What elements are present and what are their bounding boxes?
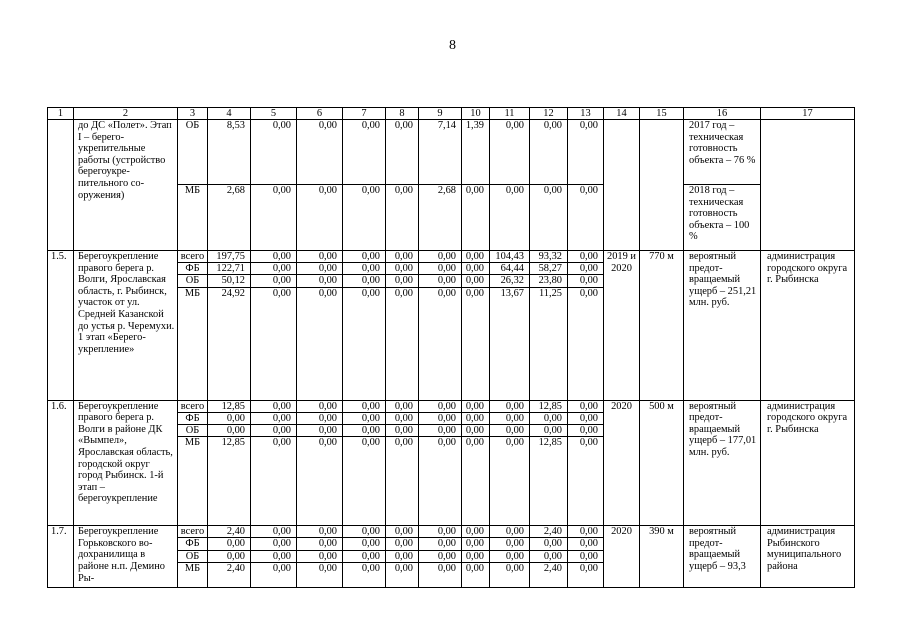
value-cell: 0,00: [419, 251, 462, 263]
responsible-cell: администрация Рыбинского муниципального района: [761, 526, 855, 588]
value-cell: 0,00: [568, 263, 604, 275]
years-cell: 2019 и 2020: [604, 251, 640, 401]
value-cell: 0,00: [343, 263, 386, 275]
value-cell: 0,00: [251, 400, 297, 412]
value-cell: 0,00: [297, 550, 343, 562]
value-cell: 0,00: [386, 526, 419, 538]
value-cell: 1,39: [462, 120, 490, 185]
value-cell: 0,00: [251, 185, 297, 251]
value-cell: 0,00: [386, 412, 419, 424]
value-cell: 0,00: [297, 120, 343, 185]
value-cell: 0,00: [297, 562, 343, 587]
value-cell: 0,00: [419, 526, 462, 538]
value-cell: 0,00: [419, 287, 462, 400]
column-header: 13: [568, 108, 604, 120]
value-cell: 0,00: [251, 538, 297, 550]
value-cell: 0,00: [297, 251, 343, 263]
note-cell: 2017 год – техническая готовность объекта – 76 %: [684, 120, 761, 185]
funding-source-cell: МБ: [178, 185, 208, 251]
length-cell: [640, 120, 684, 251]
column-header: 17: [761, 108, 855, 120]
value-cell: 0,00: [490, 437, 530, 526]
value-cell: 0,00: [462, 185, 490, 251]
value-cell: 0,00: [386, 550, 419, 562]
value-cell: 0,00: [490, 400, 530, 412]
column-header: 6: [297, 108, 343, 120]
column-header: 5: [251, 108, 297, 120]
value-cell: 0,00: [251, 550, 297, 562]
value-cell: 0,00: [462, 425, 490, 437]
value-cell: 0,00: [462, 275, 490, 287]
value-cell: 0,00: [490, 550, 530, 562]
value-cell: 197,75: [208, 251, 251, 263]
column-header: 2: [74, 108, 178, 120]
value-cell: 0,00: [343, 425, 386, 437]
column-header: 11: [490, 108, 530, 120]
funding-source-cell: всего: [178, 526, 208, 538]
value-cell: 0,00: [462, 538, 490, 550]
value-cell: 2,40: [208, 526, 251, 538]
funding-source-cell: МБ: [178, 437, 208, 526]
value-cell: 0,00: [419, 263, 462, 275]
value-cell: 0,00: [386, 263, 419, 275]
page-number: 8: [449, 38, 456, 53]
value-cell: 0,00: [568, 526, 604, 538]
value-cell: 0,00: [386, 400, 419, 412]
value-cell: 0,00: [462, 412, 490, 424]
value-cell: 0,00: [386, 251, 419, 263]
value-cell: 0,00: [419, 425, 462, 437]
value-cell: 122,71: [208, 263, 251, 275]
value-cell: 93,32: [530, 251, 568, 263]
value-cell: 0,00: [297, 437, 343, 526]
value-cell: 0,00: [490, 526, 530, 538]
value-cell: 12,85: [208, 437, 251, 526]
column-number-row: [48, 108, 855, 120]
value-cell: 0,00: [530, 425, 568, 437]
value-cell: 2,40: [208, 562, 251, 587]
value-cell: 0,00: [343, 538, 386, 550]
value-cell: 0,00: [568, 185, 604, 251]
responsible-cell: администрация городского округа г. Рыбинска: [761, 400, 855, 526]
table-row: [48, 251, 855, 263]
value-cell: 0,00: [251, 263, 297, 275]
value-cell: 0,00: [568, 550, 604, 562]
value-cell: 104,43: [490, 251, 530, 263]
value-cell: 0,00: [490, 185, 530, 251]
note-cell: 2018 год – техническая готовность объекта – 100 %: [684, 185, 761, 251]
value-cell: 0,00: [343, 185, 386, 251]
value-cell: 0,00: [208, 538, 251, 550]
value-cell: 0,00: [251, 562, 297, 587]
value-cell: 0,00: [490, 412, 530, 424]
row-number-cell: 1.5.: [48, 251, 74, 401]
value-cell: 7,14: [419, 120, 462, 185]
responsible-cell: администрация городского округа г. Рыбинска: [761, 251, 855, 401]
value-cell: 0,00: [462, 526, 490, 538]
value-cell: 0,00: [251, 120, 297, 185]
value-cell: 0,00: [386, 425, 419, 437]
program-table: [47, 107, 855, 588]
value-cell: 58,27: [530, 263, 568, 275]
value-cell: 0,00: [462, 251, 490, 263]
value-cell: 0,00: [462, 550, 490, 562]
value-cell: 0,00: [297, 275, 343, 287]
funding-source-cell: ОБ: [178, 550, 208, 562]
value-cell: 0,00: [490, 538, 530, 550]
column-header: 14: [604, 108, 640, 120]
note-cell: вероятный предотвращаемый ущерб – 251,21 млн. руб.: [684, 251, 761, 401]
value-cell: 0,00: [297, 287, 343, 400]
value-cell: 50,12: [208, 275, 251, 287]
years-cell: [604, 120, 640, 251]
column-header: 10: [462, 108, 490, 120]
funding-source-cell: ФБ: [178, 538, 208, 550]
value-cell: 0,00: [386, 287, 419, 400]
column-header: 15: [640, 108, 684, 120]
value-cell: 0,00: [386, 185, 419, 251]
value-cell: 0,00: [343, 550, 386, 562]
value-cell: 0,00: [419, 437, 462, 526]
value-cell: 0,00: [568, 412, 604, 424]
value-cell: 0,00: [568, 400, 604, 412]
funding-source-cell: МБ: [178, 562, 208, 587]
value-cell: 0,00: [251, 275, 297, 287]
value-cell: 0,00: [530, 185, 568, 251]
measure-name-cell: Берегоукрепление правого берега р. Волги в районе ДК «Вымпел», Ярославская область, городской округ город Рыбинск. 1-й этап – берегоукрепление: [74, 400, 178, 526]
length-cell: 770 м: [640, 251, 684, 401]
value-cell: 0,00: [490, 425, 530, 437]
value-cell: 12,85: [530, 400, 568, 412]
value-cell: 0,00: [343, 251, 386, 263]
value-cell: 0,00: [386, 538, 419, 550]
value-cell: 0,00: [386, 275, 419, 287]
value-cell: 0,00: [343, 526, 386, 538]
value-cell: 0,00: [568, 437, 604, 526]
value-cell: 0,00: [343, 120, 386, 185]
value-cell: 0,00: [386, 437, 419, 526]
value-cell: 0,00: [462, 562, 490, 587]
value-cell: 2,40: [530, 562, 568, 587]
value-cell: 0,00: [208, 425, 251, 437]
value-cell: 0,00: [419, 550, 462, 562]
value-cell: 0,00: [568, 287, 604, 400]
value-cell: 0,00: [251, 412, 297, 424]
column-header: 16: [684, 108, 761, 120]
value-cell: 0,00: [251, 287, 297, 400]
column-header: 7: [343, 108, 386, 120]
note-cell: вероятный предотвращаемый ущерб – 177,01 млн. руб.: [684, 400, 761, 526]
value-cell: 0,00: [462, 400, 490, 412]
value-cell: 0,00: [297, 526, 343, 538]
funding-source-cell: ОБ: [178, 425, 208, 437]
value-cell: 0,00: [297, 400, 343, 412]
table-row: [48, 120, 855, 185]
value-cell: 0,00: [386, 120, 419, 185]
value-cell: 0,00: [530, 550, 568, 562]
value-cell: 0,00: [343, 412, 386, 424]
column-header: 12: [530, 108, 568, 120]
value-cell: 0,00: [530, 538, 568, 550]
value-cell: 2,40: [530, 526, 568, 538]
funding-source-cell: МБ: [178, 287, 208, 400]
value-cell: 23,80: [530, 275, 568, 287]
measure-name-cell: Берегоукрепление Горьковского водохранилища в районе н.п. Демино Ры-: [74, 526, 178, 588]
value-cell: 0,00: [419, 412, 462, 424]
note-cell: вероятный предотвращаемый ущерб – 93,3: [684, 526, 761, 588]
value-cell: 12,85: [208, 400, 251, 412]
value-cell: 0,00: [568, 562, 604, 587]
value-cell: 0,00: [568, 251, 604, 263]
value-cell: 0,00: [297, 263, 343, 275]
funding-source-cell: всего: [178, 251, 208, 263]
value-cell: 0,00: [419, 538, 462, 550]
value-cell: 0,00: [343, 287, 386, 400]
table-row: [48, 400, 855, 412]
measure-name-cell: Берегоукрепление правого берега р. Волги, Ярославская область, г. Рыбинск, участок от ул. Средней Казанской до устья р. Черемухи. 1 этап «Берегоукрепление»: [74, 251, 178, 401]
years-cell: 2020: [604, 400, 640, 526]
value-cell: 0,00: [343, 437, 386, 526]
column-header: 3: [178, 108, 208, 120]
funding-source-cell: ФБ: [178, 263, 208, 275]
measure-name-cell: до ДС «Полет». Этап I – берегоукрепительные работы (устройство берегоукрепительного сооружения): [74, 120, 178, 251]
value-cell: 0,00: [462, 437, 490, 526]
responsible-cell: [761, 120, 855, 251]
value-cell: 0,00: [297, 425, 343, 437]
value-cell: 8,53: [208, 120, 251, 185]
value-cell: 2,68: [419, 185, 462, 251]
value-cell: 24,92: [208, 287, 251, 400]
value-cell: 0,00: [297, 185, 343, 251]
value-cell: 0,00: [530, 412, 568, 424]
value-cell: 0,00: [343, 400, 386, 412]
length-cell: 390 м: [640, 526, 684, 588]
value-cell: 0,00: [386, 562, 419, 587]
value-cell: 0,00: [490, 120, 530, 185]
years-cell: 2020: [604, 526, 640, 588]
funding-source-cell: всего: [178, 400, 208, 412]
value-cell: 0,00: [568, 120, 604, 185]
value-cell: 0,00: [208, 412, 251, 424]
value-cell: 0,00: [568, 275, 604, 287]
value-cell: 0,00: [251, 251, 297, 263]
value-cell: 2,68: [208, 185, 251, 251]
value-cell: 0,00: [462, 263, 490, 275]
value-cell: 0,00: [419, 400, 462, 412]
funding-source-cell: ФБ: [178, 412, 208, 424]
value-cell: 26,32: [490, 275, 530, 287]
value-cell: 0,00: [419, 562, 462, 587]
value-cell: 0,00: [297, 412, 343, 424]
value-cell: 64,44: [490, 263, 530, 275]
funding-source-cell: ОБ: [178, 120, 208, 185]
column-header: 8: [386, 108, 419, 120]
value-cell: 0,00: [419, 275, 462, 287]
row-number-cell: [48, 120, 74, 251]
value-cell: 0,00: [251, 437, 297, 526]
value-cell: 0,00: [208, 550, 251, 562]
value-cell: 11,25: [530, 287, 568, 400]
value-cell: 0,00: [462, 287, 490, 400]
value-cell: 0,00: [568, 425, 604, 437]
value-cell: 0,00: [251, 425, 297, 437]
column-header: 9: [419, 108, 462, 120]
column-header: 4: [208, 108, 251, 120]
value-cell: 0,00: [343, 562, 386, 587]
value-cell: 0,00: [251, 526, 297, 538]
row-number-cell: 1.7.: [48, 526, 74, 588]
length-cell: 500 м: [640, 400, 684, 526]
value-cell: 13,67: [490, 287, 530, 400]
value-cell: 0,00: [490, 562, 530, 587]
value-cell: 0,00: [568, 538, 604, 550]
value-cell: 0,00: [297, 538, 343, 550]
value-cell: 0,00: [343, 275, 386, 287]
table-row: [48, 526, 855, 538]
value-cell: 12,85: [530, 437, 568, 526]
funding-source-cell: ОБ: [178, 275, 208, 287]
row-number-cell: 1.6.: [48, 400, 74, 526]
column-header: 1: [48, 108, 74, 120]
value-cell: 0,00: [530, 120, 568, 185]
